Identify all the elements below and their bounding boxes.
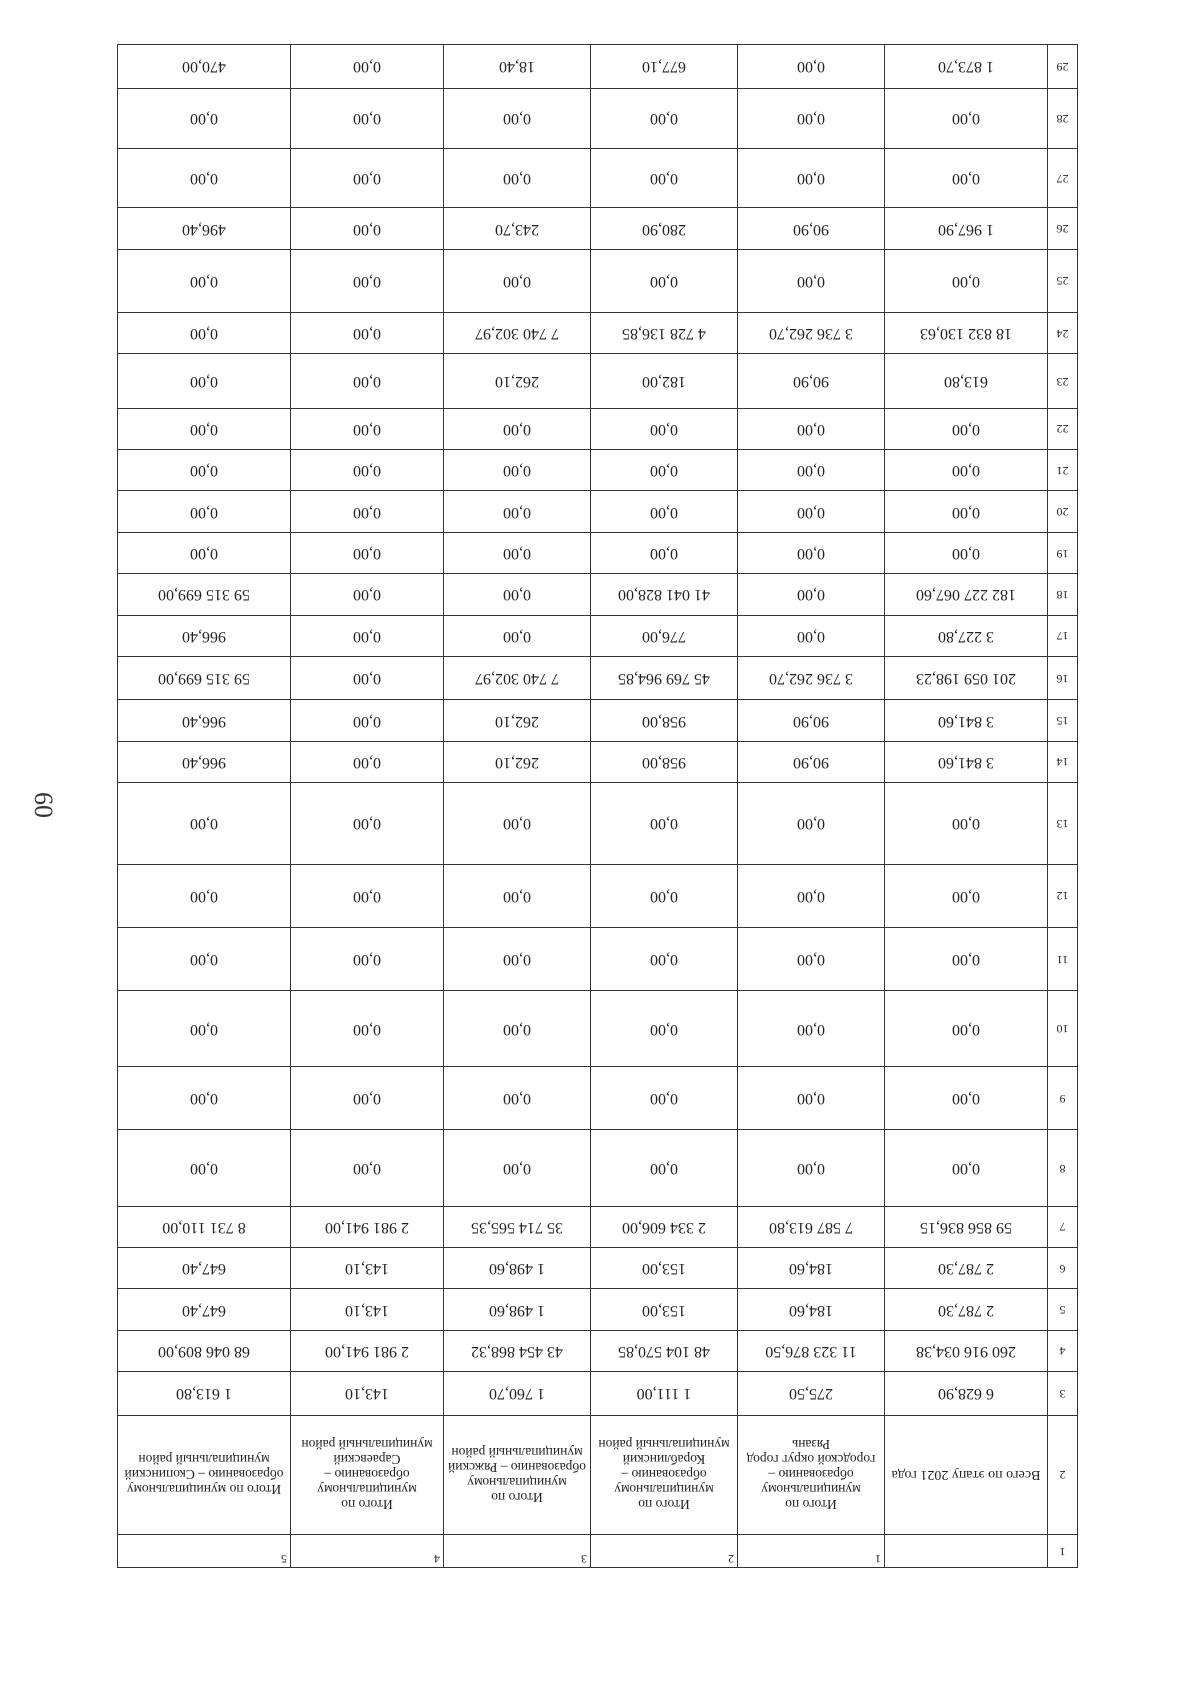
- municipality-name: Итого по муниципальному образованию – Сараевский муниципальный район: [291, 1415, 444, 1535]
- table-cell: 613,80: [885, 354, 1048, 408]
- table-cell: 0,00: [738, 864, 885, 927]
- table-body: [118, 45, 1078, 1568]
- table-cell: 0,00: [885, 450, 1048, 491]
- table-cell: 262,10: [444, 741, 591, 782]
- table-cell: 0,00: [591, 532, 738, 573]
- table-cell: 3 841,60: [885, 741, 1048, 782]
- table-cell: 2 981 941,00: [291, 1206, 444, 1247]
- table-cell: 18 832 130,63: [885, 312, 1048, 353]
- table-cell: 0,00: [885, 1067, 1048, 1130]
- table-cell: 0,00: [591, 249, 738, 312]
- table-cell: 0,00: [118, 450, 291, 491]
- column-number: 5: [1048, 1289, 1078, 1330]
- column-number: 7: [1048, 1206, 1078, 1247]
- table-cell: 0,00: [885, 491, 1048, 532]
- table-row: [118, 408, 1078, 449]
- table-cell: 0,00: [444, 783, 591, 865]
- table-cell: 59 315 699,00: [118, 656, 291, 700]
- table-cell: 776,00: [591, 615, 738, 656]
- column-number: 10: [1048, 991, 1078, 1067]
- table-cell: 0,00: [444, 148, 591, 208]
- table-cell: 2 787,30: [885, 1248, 1048, 1289]
- column-number: 28: [1048, 88, 1078, 148]
- municipality-name: Итого по муниципальному образованию – Кораблинский муниципальный район: [591, 1415, 738, 1535]
- table-cell: 0,00: [291, 249, 444, 312]
- table-row: [118, 700, 1078, 741]
- table-cell: 0,00: [885, 148, 1048, 208]
- table-cell: 966,40: [118, 700, 291, 741]
- table-cell: 0,00: [444, 491, 591, 532]
- table-row: [118, 208, 1078, 249]
- column-number: 17: [1048, 615, 1078, 656]
- table-cell: 0,00: [444, 532, 591, 573]
- table-cell: 0,00: [291, 615, 444, 656]
- table-cell: 0,00: [444, 88, 591, 148]
- table-cell: 0,00: [291, 783, 444, 865]
- table-cell: 0,00: [885, 249, 1048, 312]
- table-cell: 0,00: [118, 491, 291, 532]
- table-row: [118, 1067, 1078, 1130]
- table-cell: 0,00: [291, 656, 444, 700]
- municipality-name: Всего по этапу 2021 года: [885, 1415, 1048, 1535]
- table-row: [118, 656, 1078, 700]
- table-cell: 143,10: [291, 1372, 444, 1416]
- table-cell: 0,00: [118, 148, 291, 208]
- table-cell: 184,60: [738, 1289, 885, 1330]
- table-row: [118, 1330, 1078, 1371]
- page-number: 60: [29, 792, 58, 818]
- table-cell: 45 769 964,85: [591, 656, 738, 700]
- table-cell: 0,00: [885, 927, 1048, 990]
- column-number: 22: [1048, 408, 1078, 449]
- table-cell: 0,00: [738, 45, 885, 89]
- table-cell: 2 334 606,00: [591, 1206, 738, 1247]
- table-cell: 0,00: [291, 532, 444, 573]
- municipality-name: Итого по муниципальному образованию – Ряжский муниципальный район: [444, 1415, 591, 1535]
- column-number: 19: [1048, 532, 1078, 573]
- table-cell: 90,90: [738, 208, 885, 249]
- table-cell: 0,00: [291, 208, 444, 249]
- table-cell: 0,00: [291, 1130, 444, 1206]
- column-number: 1: [1048, 1535, 1078, 1568]
- column-number: 2: [1048, 1415, 1078, 1535]
- table-cell: 677,10: [591, 45, 738, 89]
- table-cell: 0,00: [291, 864, 444, 927]
- table-cell: 243,70: [444, 208, 591, 249]
- table-cell: 0,00: [591, 783, 738, 865]
- table-cell: 0,00: [291, 88, 444, 148]
- table-cell: 8 731 110,00: [118, 1206, 291, 1247]
- column-number: 16: [1048, 656, 1078, 700]
- table-cell: 0,00: [291, 354, 444, 408]
- table-cell: 0,00: [291, 148, 444, 208]
- table-cell: 0,00: [291, 450, 444, 491]
- table-cell: 0,00: [118, 1067, 291, 1130]
- row-number: 5: [118, 1535, 291, 1568]
- table-cell: 966,40: [118, 741, 291, 782]
- table-cell: 0,00: [885, 1130, 1048, 1206]
- table-cell: 0,00: [885, 864, 1048, 927]
- table-cell: 496,40: [118, 208, 291, 249]
- table-cell: 0,00: [291, 991, 444, 1067]
- table-cell: 0,00: [738, 532, 885, 573]
- column-number: 24: [1048, 312, 1078, 353]
- table-row: [118, 1372, 1078, 1416]
- table-cell: 0,00: [885, 783, 1048, 865]
- table-cell: 1 111,00: [591, 1372, 738, 1416]
- table-cell: 0,00: [118, 354, 291, 408]
- table-cell: 35 714 565,35: [444, 1206, 591, 1247]
- table-cell: 0,00: [591, 408, 738, 449]
- table-cell: 0,00: [291, 1067, 444, 1130]
- table-cell: 0,00: [591, 864, 738, 927]
- table-cell: 3 227,80: [885, 615, 1048, 656]
- table-cell: 0,00: [885, 532, 1048, 573]
- table-cell: 958,00: [591, 700, 738, 741]
- table-cell: 11 323 876,50: [738, 1330, 885, 1371]
- column-number: 23: [1048, 354, 1078, 408]
- table-cell: 0,00: [118, 312, 291, 353]
- table-cell: 43 454 868,32: [444, 1330, 591, 1371]
- table-cell: 48 104 570,85: [591, 1330, 738, 1371]
- column-number: 25: [1048, 249, 1078, 312]
- table-cell: 0,00: [118, 532, 291, 573]
- table-cell: 0,00: [885, 408, 1048, 449]
- row-number: 1: [738, 1535, 885, 1568]
- table-cell: 153,00: [591, 1248, 738, 1289]
- column-number: 29: [1048, 45, 1078, 89]
- table-cell: 201 059 198,23: [885, 656, 1048, 700]
- column-number: 20: [1048, 491, 1078, 532]
- column-number: 8: [1048, 1130, 1078, 1206]
- table-cell: 2 981 941,00: [291, 1330, 444, 1371]
- table-cell: 143,10: [291, 1289, 444, 1330]
- table-cell: 0,00: [118, 408, 291, 449]
- table-cell: 0,00: [444, 864, 591, 927]
- table-row: [118, 45, 1078, 89]
- table-cell: 0,00: [291, 700, 444, 741]
- table-cell: 0,00: [738, 783, 885, 865]
- column-number: 6: [1048, 1248, 1078, 1289]
- table-row: [118, 532, 1078, 573]
- column-number: 21: [1048, 450, 1078, 491]
- table-cell: 0,00: [118, 88, 291, 148]
- table-cell: 262,10: [444, 354, 591, 408]
- table-cell: 7 740 302,97: [444, 656, 591, 700]
- row-number: [885, 1535, 1048, 1568]
- column-number: 4: [1048, 1330, 1078, 1371]
- table-row: [118, 864, 1078, 927]
- table-row: [118, 783, 1078, 865]
- table-cell: 470,00: [118, 45, 291, 89]
- table-row: [118, 450, 1078, 491]
- table-cell: 0,00: [591, 450, 738, 491]
- table-cell: 0,00: [738, 1130, 885, 1206]
- table-cell: 0,00: [738, 1067, 885, 1130]
- table-cell: 0,00: [444, 1067, 591, 1130]
- table-cell: 0,00: [738, 574, 885, 615]
- table-row: [118, 1535, 1078, 1568]
- table-cell: 0,00: [591, 88, 738, 148]
- column-number: 18: [1048, 574, 1078, 615]
- table-cell: 1 873,70: [885, 45, 1048, 89]
- table-row: [118, 249, 1078, 312]
- table-cell: 958,00: [591, 741, 738, 782]
- table-cell: 0,00: [118, 864, 291, 927]
- column-number: 15: [1048, 700, 1078, 741]
- table-cell: 0,00: [118, 927, 291, 990]
- table-row: [118, 1206, 1078, 1247]
- table-cell: 3 841,60: [885, 700, 1048, 741]
- column-number: 3: [1048, 1372, 1078, 1416]
- table-cell: 0,00: [738, 491, 885, 532]
- table-cell: 18,40: [444, 45, 591, 89]
- table-cell: 90,90: [738, 741, 885, 782]
- table-cell: 3 736 262,70: [738, 312, 885, 353]
- table-cell: 3 736 262,70: [738, 656, 885, 700]
- table-cell: 0,00: [738, 249, 885, 312]
- table-cell: 0,00: [444, 249, 591, 312]
- municipality-name: Итого по муниципальному образованию – Скопинский муниципальный район: [118, 1415, 291, 1535]
- table-cell: 0,00: [591, 927, 738, 990]
- table-row: [118, 1130, 1078, 1206]
- table-cell: 0,00: [444, 1130, 591, 1206]
- table-cell: 0,00: [738, 615, 885, 656]
- row-number: 2: [591, 1535, 738, 1568]
- table-cell: 0,00: [118, 1130, 291, 1206]
- table-cell: 0,00: [444, 927, 591, 990]
- rotated-table-container: [118, 44, 1078, 1568]
- municipality-name: Итого по муниципальному образованию – городской округ город Рязань: [738, 1415, 885, 1535]
- table-cell: 262,10: [444, 700, 591, 741]
- table-row: [118, 991, 1078, 1067]
- table-cell: 1 760,70: [444, 1372, 591, 1416]
- table-cell: 0,00: [591, 991, 738, 1067]
- table-cell: 1 967,90: [885, 208, 1048, 249]
- table-cell: 0,00: [738, 450, 885, 491]
- table-cell: 0,00: [444, 450, 591, 491]
- table-cell: 0,00: [885, 88, 1048, 148]
- table-row: [118, 615, 1078, 656]
- table-row: [118, 1289, 1078, 1330]
- table-cell: 0,00: [118, 249, 291, 312]
- table-cell: 0,00: [444, 991, 591, 1067]
- table-cell: 647,40: [118, 1289, 291, 1330]
- table-cell: 1 613,80: [118, 1372, 291, 1416]
- table-cell: 0,00: [885, 991, 1048, 1067]
- row-number: 4: [291, 1535, 444, 1568]
- column-number: 13: [1048, 783, 1078, 865]
- table-cell: 280,90: [591, 208, 738, 249]
- table-row: [118, 741, 1078, 782]
- table-cell: 4 728 136,85: [591, 312, 738, 353]
- column-number: 9: [1048, 1067, 1078, 1130]
- table-row: [118, 574, 1078, 615]
- table-cell: 0,00: [738, 148, 885, 208]
- table-cell: 0,00: [738, 88, 885, 148]
- table-cell: 41 041 828,00: [591, 574, 738, 615]
- table-cell: 966,40: [118, 615, 291, 656]
- table-cell: 59 856 836,15: [885, 1206, 1048, 1247]
- table-cell: 0,00: [444, 574, 591, 615]
- column-number: 26: [1048, 208, 1078, 249]
- table-cell: 275,50: [738, 1372, 885, 1416]
- column-number: 12: [1048, 864, 1078, 927]
- table-cell: 0,00: [118, 991, 291, 1067]
- table-row: [118, 88, 1078, 148]
- table-cell: 0,00: [738, 991, 885, 1067]
- table-row: [118, 1415, 1078, 1535]
- table-cell: 0,00: [291, 741, 444, 782]
- data-table: [117, 44, 1078, 1568]
- table-cell: 182 227 067,60: [885, 574, 1048, 615]
- table-cell: 0,00: [591, 1067, 738, 1130]
- table-cell: 0,00: [738, 927, 885, 990]
- table-cell: 182,00: [591, 354, 738, 408]
- table-cell: 59 315 699,00: [118, 574, 291, 615]
- table-row: [118, 491, 1078, 532]
- table-cell: 0,00: [291, 927, 444, 990]
- column-number: 27: [1048, 148, 1078, 208]
- table-cell: 143,10: [291, 1248, 444, 1289]
- table-cell: 0,00: [291, 574, 444, 615]
- table-cell: 90,90: [738, 354, 885, 408]
- table-row: [118, 1248, 1078, 1289]
- table-cell: 6 628,90: [885, 1372, 1048, 1416]
- table-cell: 7 587 613,80: [738, 1206, 885, 1247]
- column-number: 11: [1048, 927, 1078, 990]
- table-cell: 0,00: [591, 148, 738, 208]
- row-number: 3: [444, 1535, 591, 1568]
- table-cell: 2 787,30: [885, 1289, 1048, 1330]
- table-cell: 153,00: [591, 1289, 738, 1330]
- table-cell: 0,00: [444, 615, 591, 656]
- table-cell: 184,60: [738, 1248, 885, 1289]
- table-cell: 0,00: [291, 408, 444, 449]
- table-cell: 0,00: [291, 45, 444, 89]
- table-cell: 0,00: [444, 408, 591, 449]
- table-cell: 0,00: [591, 491, 738, 532]
- table-cell: 0,00: [291, 312, 444, 353]
- table-cell: 0,00: [291, 491, 444, 532]
- table-cell: 90,90: [738, 700, 885, 741]
- table-row: [118, 148, 1078, 208]
- table-row: [118, 312, 1078, 353]
- table-cell: 1 498,60: [444, 1289, 591, 1330]
- table-cell: 0,00: [591, 1130, 738, 1206]
- table-row: [118, 354, 1078, 408]
- table-cell: 0,00: [738, 408, 885, 449]
- table-cell: 68 046 809,00: [118, 1330, 291, 1371]
- column-number: 14: [1048, 741, 1078, 782]
- table-cell: 7 740 302,97: [444, 312, 591, 353]
- table-cell: 1 498,60: [444, 1248, 591, 1289]
- table-row: [118, 927, 1078, 990]
- table-cell: 0,00: [118, 783, 291, 865]
- table-cell: 260 916 034,38: [885, 1330, 1048, 1371]
- table-cell: 647,40: [118, 1248, 291, 1289]
